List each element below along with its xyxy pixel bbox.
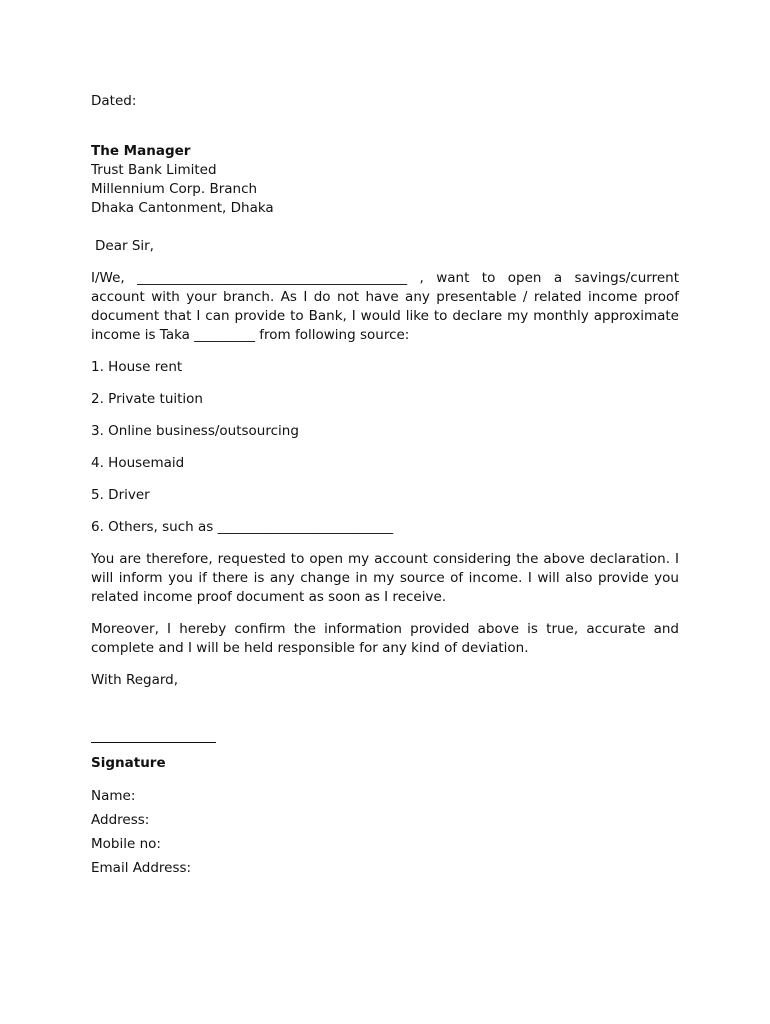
signature-line bbox=[91, 742, 216, 743]
recipient-title: The Manager bbox=[91, 143, 191, 159]
list-item: 4. Housemaid bbox=[91, 455, 185, 471]
request-paragraph: You are therefore, requested to open my account considering the above declaration. I will inform you if there is any change in my source of income. I will also provide you related income proof document as soon as I receive. bbox=[91, 551, 679, 605]
list-item: 3. Online business/outsourcing bbox=[91, 423, 299, 439]
dated-label: Dated: bbox=[91, 93, 137, 109]
list-item: 1. House rent bbox=[91, 359, 183, 375]
confirm-paragraph: Moreover, I hereby confirm the information provided above is true, accurate and complete and I will be held responsible for any kind of deviation. bbox=[91, 621, 679, 656]
email-field-label: Email Address: bbox=[91, 860, 192, 876]
list-item: 2. Private tuition bbox=[91, 391, 203, 407]
recipient-bank: Trust Bank Limited bbox=[91, 162, 217, 178]
closing: With Regard, bbox=[91, 672, 179, 688]
address-field-label: Address: bbox=[91, 812, 150, 828]
intro-paragraph: I/We, ________________________________________ , want to open a savings/current account with your branch. As I do not have any presentable / related income proof document that I can provide to Bank, I would like to declare my monthly approximate income is Taka _________ from following source: bbox=[91, 270, 679, 343]
signature-label: Signature bbox=[91, 755, 166, 771]
name-field-label: Name: bbox=[91, 788, 136, 804]
recipient-branch: Millennium Corp. Branch bbox=[91, 181, 258, 197]
list-item: 5. Driver bbox=[91, 487, 150, 503]
mobile-field-label: Mobile no: bbox=[91, 836, 161, 852]
letter-page bbox=[91, 0, 679, 1024]
list-item: 6. Others, such as __________________________ bbox=[91, 519, 394, 535]
salutation: Dear Sir, bbox=[95, 238, 154, 254]
recipient-location: Dhaka Cantonment, Dhaka bbox=[91, 200, 274, 216]
